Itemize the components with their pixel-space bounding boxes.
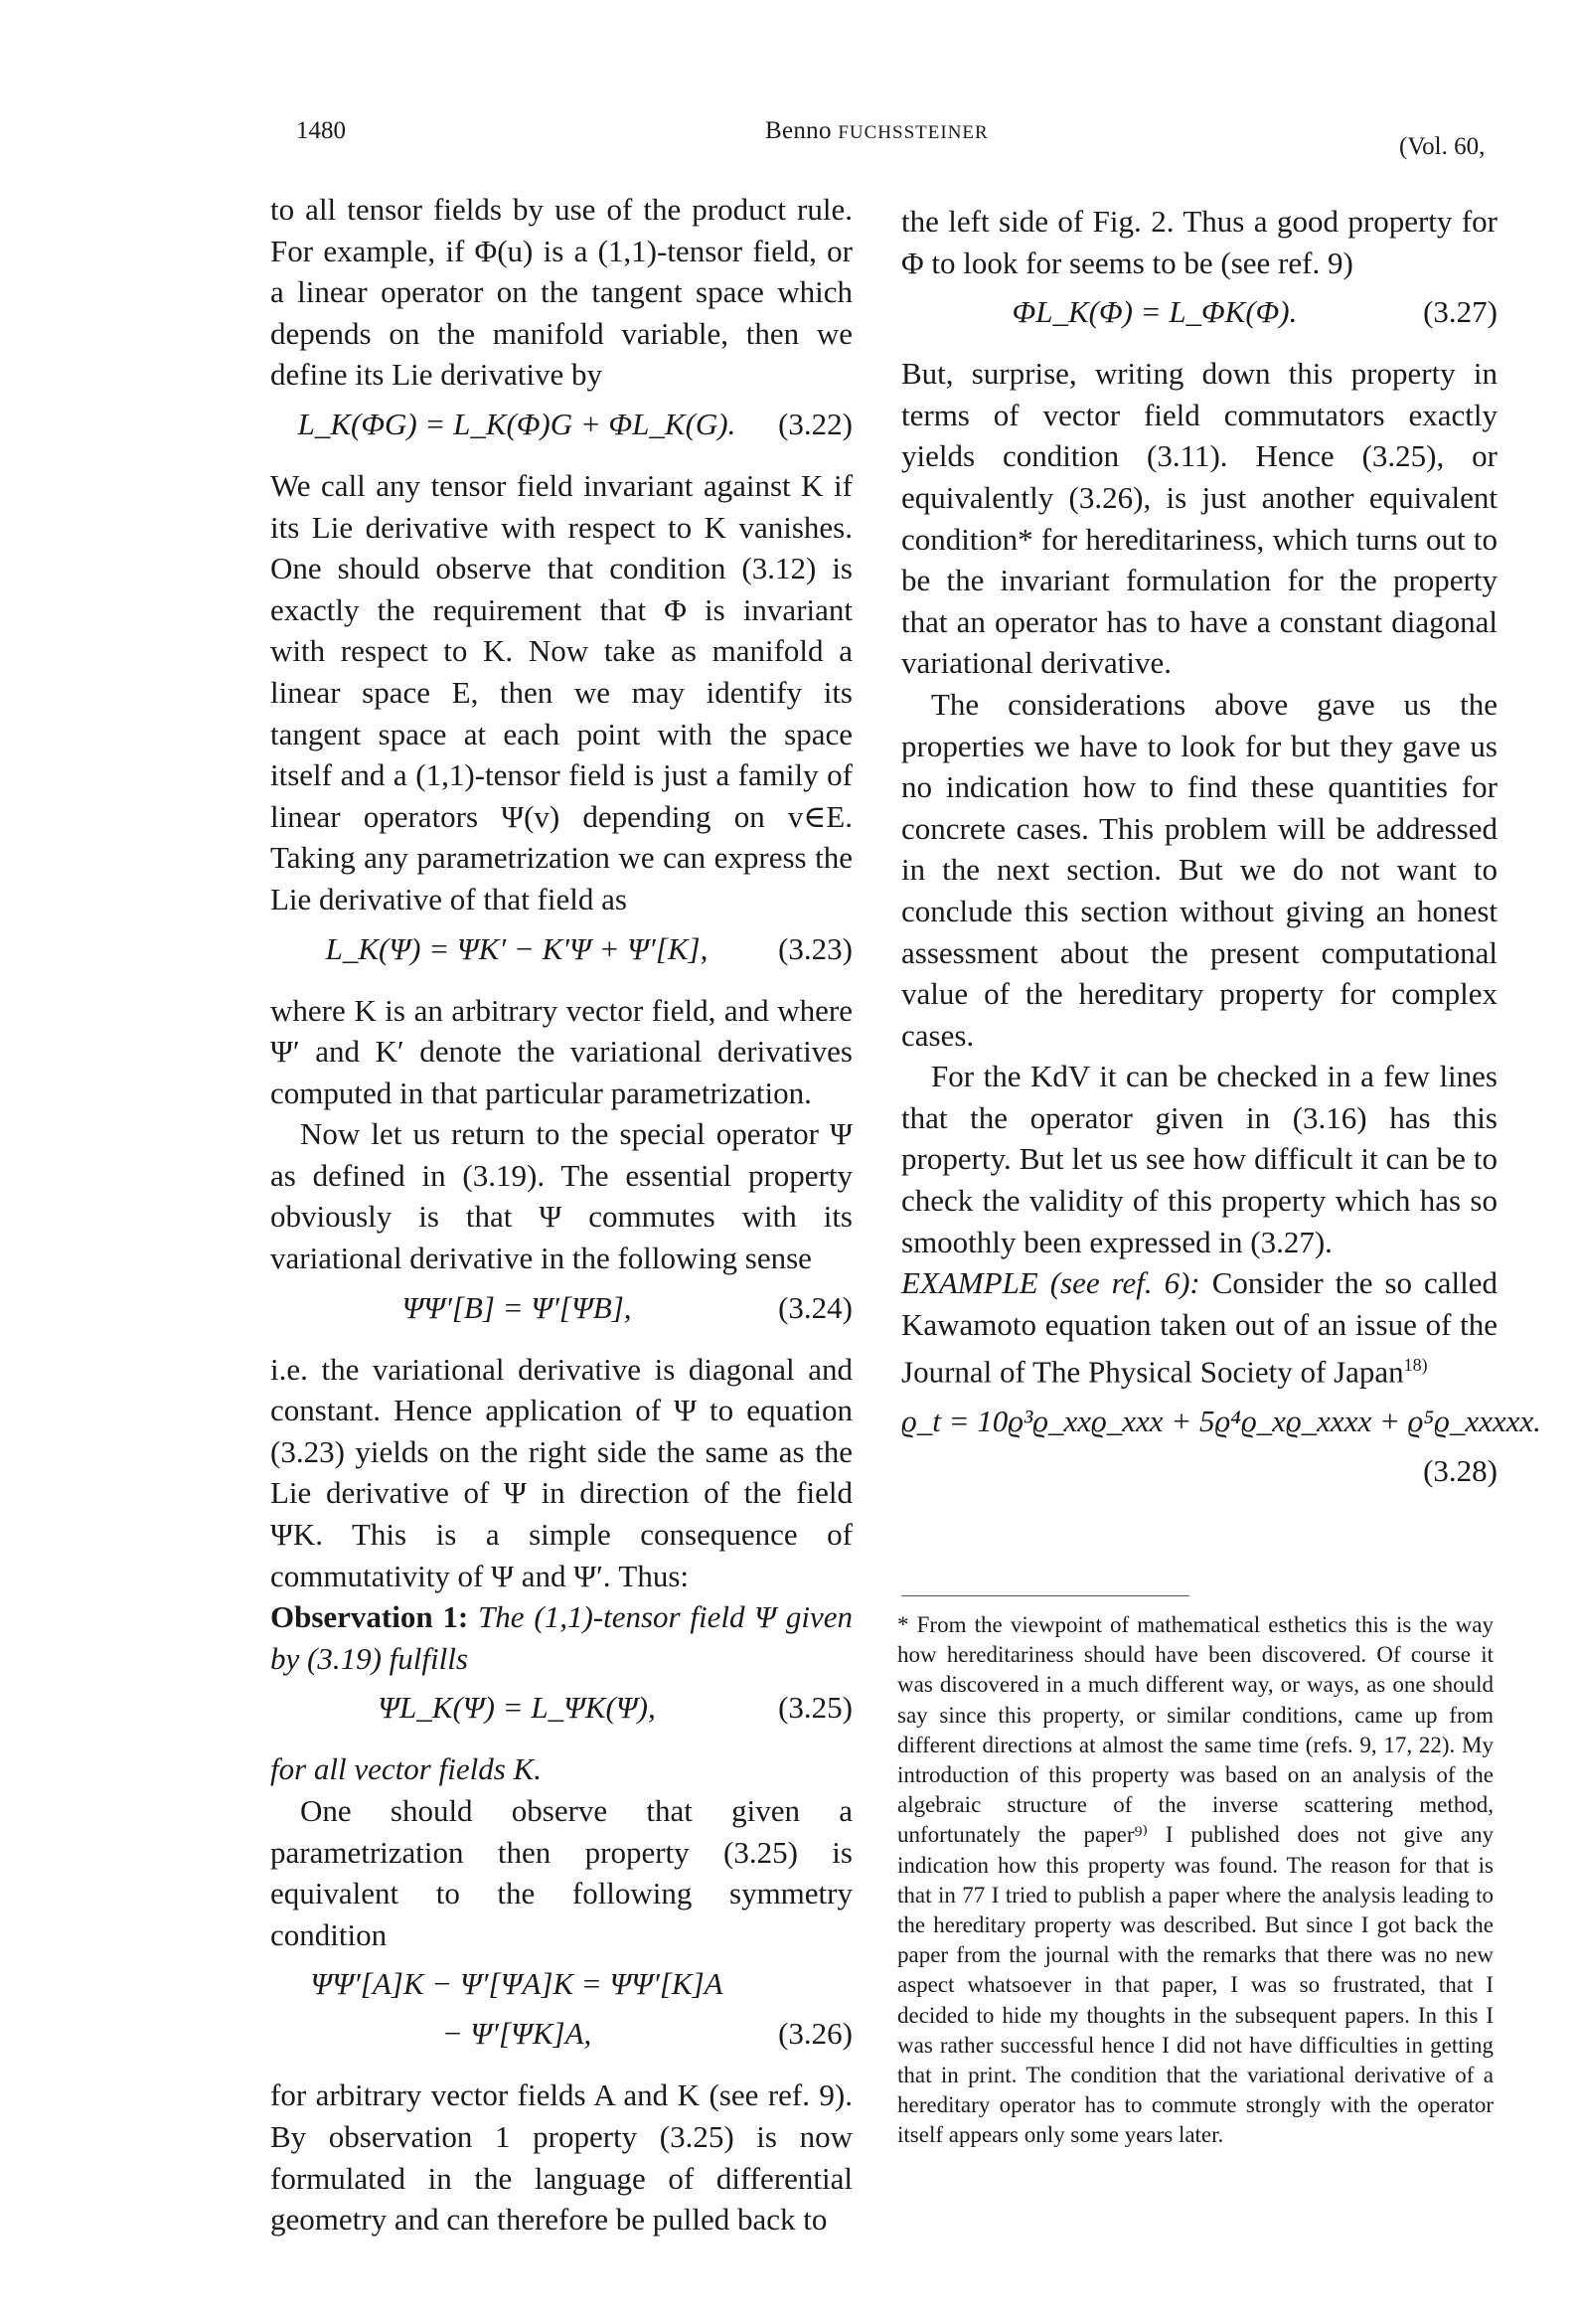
equation-number: (3.23): [778, 930, 853, 966]
equation-formula: ϱ_t = 10ϱ³ϱ_xxϱ_xxx + 5ϱ⁴ϱ_xϱ_xxxx + ϱ⁵ϱ_xxxxx.: [901, 1404, 1541, 1439]
left-paragraph-2: We call any tensor field invariant against K if its Lie derivative with respect to K vanishes. One should observe that condition (3.12) is exactly the requirement that Φ is invariant with respect to K. Now take as manifold a linear space E, then we may identify its tangent space at each point with the space itself and a (1,1)-tensor field is just a family of linear operators Ψ(v) depending on v∈E. Taking any parametrization we can express the Lie derivative of that field as: [270, 467, 853, 916]
equation-number: (3.22): [778, 406, 853, 441]
footnote-text: From the viewpoint of mathematical esthetics this is the way how hereditariness should have been discovered. Of course it was discovered in a much different way, or ways, as one should say since this property, or similar conditions, came up from different directions at almost the same time (refs. 9, 17, 22). My introduction of this property was based on an analysis of the algebraic structure of the inverse scattering method, unfortunately the paper⁹⁾ I published does not give any indication how this property was found. The reason for that is that in 77 I tried to publish a paper where the analysis leading to the hereditary property was described. But since I got back the paper from the journal with the remarks that there was no new aspect whatsoever in that paper, I was so frustrated, that I decided to hide my thoughts in the subsequent papers. In this I was rather successful hence I did not have difficulties in getting that in print. The condition that the variational derivative of a hereditary operator has to commute strongly with the operator itself appears only some years later.: [897, 1612, 1494, 2148]
reference-superscript: 18): [1403, 1355, 1428, 1376]
example-paragraph: [901, 1262, 1498, 1393]
equation-3-25: [270, 1687, 853, 1743]
equation-formula: L_K(ΦG) = L_K(Φ)G + ΦL_K(G).: [297, 406, 736, 441]
equation-number: (3.24): [778, 1289, 853, 1325]
volume-label: (Vol. 60,: [1399, 133, 1486, 160]
equation-number: (3.25): [778, 1690, 853, 1726]
example-label: EXAMPLE (see ref. 6):: [901, 1265, 1200, 1301]
observation-text: The (1,1)-tensor field Ψ given by (3.19) fulfills: [270, 1599, 854, 1676]
right-paragraph-1: the left side of Fig. 2. Thus a good property for Φ to look for seems to be (see ref. 9): [901, 204, 1498, 280]
left-paragraph-1: to all tensor fields by use of the product rule. For example, if Φ(u) is a (1,1)-tensor field, or a linear operator on the tangent space which depends on the manifold variable, then we define its Lie derivative by: [270, 192, 853, 393]
footnote-mark: *: [897, 1612, 909, 1637]
observation-label: Observation 1:: [270, 1599, 469, 1635]
right-paragraph-4: For the KdV it can be checked in a few lines that the operator given in (3.16) has this property. But let us see how difficult it can be to check the validity of this property which has so smoothly been expressed in (3.27).: [901, 1059, 1498, 1259]
equation-3-27: [901, 291, 1498, 347]
equation-3-28: [901, 1401, 1541, 1506]
page-header: [0, 117, 1577, 160]
equation-3-23: [270, 928, 853, 984]
equation-formula: ΨL_K(Ψ) = L_ΨK(Ψ),: [378, 1690, 656, 1726]
right-column: [901, 201, 1541, 1512]
left-paragraph-7: One should observe that given a parametrization then property (3.25) is equivalent to the following symmetry condition: [270, 1793, 853, 1952]
left-paragraph-6: for all vector fields K.: [270, 1751, 542, 1787]
equation-formula: ΦL_K(Φ) = L_ΦK(Φ).: [1012, 294, 1298, 330]
equation-number: (3.27): [1423, 294, 1498, 330]
page-number: 1480: [296, 117, 346, 144]
author-last-name: FUCHSSTEINER: [838, 122, 989, 143]
running-author: [765, 117, 989, 145]
equation-3-24: [270, 1287, 853, 1343]
equation-formula-line-2: − Ψ′[ΨK]A,: [441, 2016, 592, 2052]
right-paragraph-2: But, surprise, writing down this property in terms of vector field commutators exactly yields condition (3.11). Hence (3.25), or equivalently (3.26), is just another equivalent condition* for hereditariness, which turns out to be the invariant formulation for the property that an operator has to have a constant diagonal variational derivative.: [901, 356, 1498, 681]
equation-3-22: [270, 404, 853, 459]
equation-formula: ΨΨ′[B] = Ψ′[ΨB],: [401, 1289, 632, 1325]
equation-number: (3.26): [778, 2016, 853, 2052]
equation-number: (3.28): [1423, 1453, 1498, 1489]
left-paragraph-5: i.e. the variational derivative is diagonal and constant. Hence application of Ψ to equation (3.23) yields on the right side the same as the Lie derivative of Ψ in direction of the field ΨK. This is a simple consequence of commutativity of Ψ and Ψ′. Thus:: [270, 1351, 853, 1593]
equation-formula: L_K(Ψ) = ΨK′ − K′Ψ + Ψ′[K],: [325, 930, 709, 966]
footnote-rule: [901, 1595, 1189, 1596]
left-paragraph-4: Now let us return to the special operator Ψ as defined in (3.19). The essential property obviously is that Ψ commutes with its variational derivative in the following sense: [270, 1116, 853, 1276]
author-first-name: Benno: [765, 117, 832, 144]
example-text: Consider the so called Kawamoto equation taken out of an issue of the Journal of The Physical Society of Japan: [901, 1265, 1498, 1390]
equation-3-26: [270, 1963, 853, 2069]
footnote: [897, 1610, 1494, 2151]
right-paragraph-3: The considerations above gave us the properties we have to look for but they gave us no indication how to find these quantities for concrete cases. This problem will be addressed in the next section. But we do not want to conclude this section without giving an honest assessment about the present computational value of the hereditary property for complex cases.: [901, 686, 1498, 1053]
left-column: [270, 189, 853, 2241]
observation-1: [270, 1596, 853, 1679]
equation-formula-line-1: ΨΨ′[A]K − Ψ′[ΨA]K = ΨΨ′[K]A: [310, 1966, 723, 2002]
left-paragraph-8: for arbitrary vector fields A and K (see ref. 9). By observation 1 property (3.25) is now formulated in the language of differential geometry and can therefore be pulled back to: [270, 2077, 853, 2238]
left-paragraph-3: where K is an arbitrary vector field, and where Ψ′ and K′ denote the variational derivatives computed in that particular parametrization.: [270, 992, 853, 1110]
